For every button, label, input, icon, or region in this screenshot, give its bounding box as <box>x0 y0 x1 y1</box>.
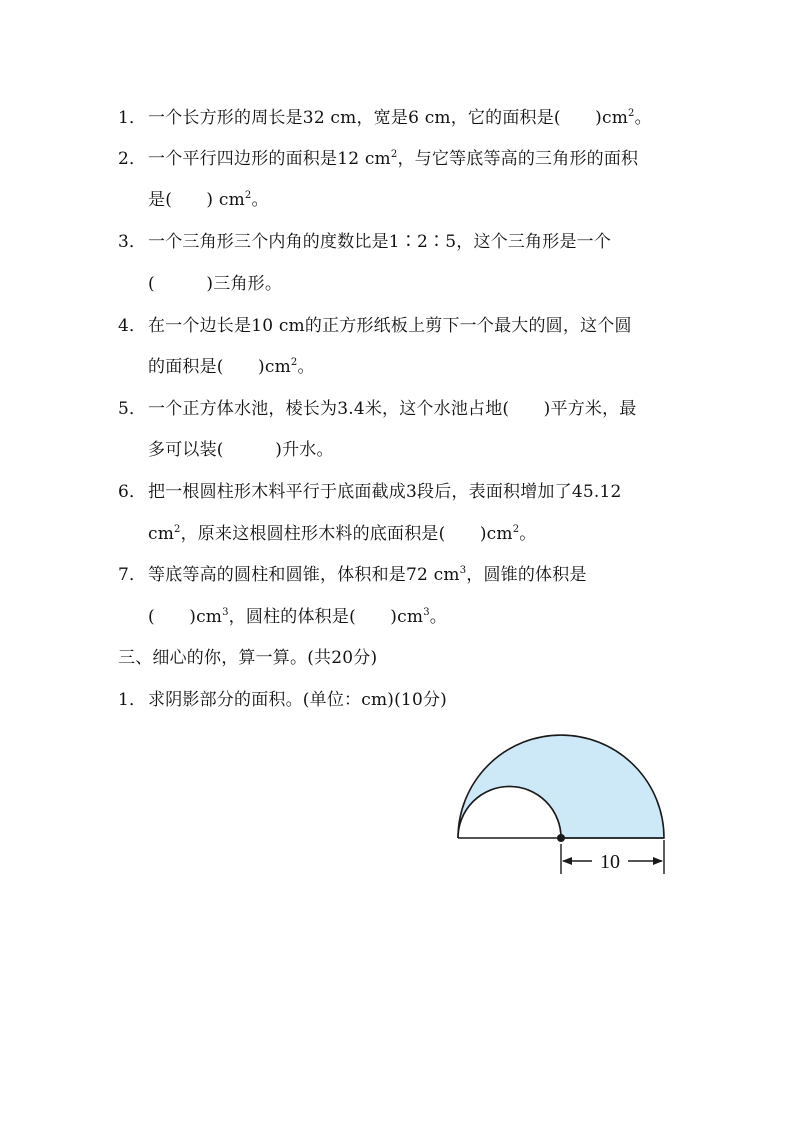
question-number: 7． <box>118 565 147 585</box>
question-number: 6． <box>118 482 147 502</box>
question-2-line-1 <box>118 149 638 169</box>
question-text: 一个正方体水池，棱长为3.4米，这个水池占地( )平方米，最 <box>148 399 637 419</box>
question-1 <box>118 108 652 128</box>
question-text: 。 <box>519 524 537 544</box>
question-text: 一个平行四边形的面积是12 cm <box>148 149 391 169</box>
dimension-label: 10 <box>600 851 620 873</box>
question-text: 是( ) cm <box>148 190 245 210</box>
question-5-line-1 <box>118 399 637 419</box>
superscript: 2 <box>290 357 298 368</box>
question-text: ，圆锥的体积是 <box>466 565 587 585</box>
question-text: 多可以装( )升水。 <box>148 440 334 460</box>
question-number: 5． <box>118 399 147 419</box>
question-number: 2． <box>118 149 147 169</box>
question-text: ，与它等底等高的三角形的面积 <box>397 149 639 169</box>
question-text: ，圆柱的体积是( )cm <box>228 607 424 627</box>
superscript: 2 <box>244 190 252 201</box>
question-4-line-1 <box>118 316 632 336</box>
question-text: 一个三角形三个内角的度数比是1∶2∶5，这个三角形是一个 <box>148 232 612 252</box>
superscript: 2 <box>390 149 398 160</box>
superscript: 3 <box>423 607 430 618</box>
superscript: 2 <box>628 108 635 119</box>
question-number: 3． <box>118 232 147 252</box>
question-text: ( )cm <box>148 607 223 627</box>
semicircle-figure <box>452 728 674 884</box>
question-text: cm <box>148 524 175 544</box>
superscript: 2 <box>174 524 181 535</box>
semicircle-diagram <box>452 728 674 880</box>
question-number: 1． <box>118 108 147 128</box>
question-2-line-2 <box>148 190 269 210</box>
question-text: ，原来这根圆柱形木料的底面积是( )cm <box>180 524 513 544</box>
question-text: 在一个边长是10 cm的正方形纸板上剪下一个最大的圆，这个圆 <box>148 316 632 336</box>
question-3-line-1 <box>118 232 611 252</box>
question-6-line-1 <box>118 482 621 502</box>
arrow-head-right <box>653 857 663 865</box>
question-text: 一个长方形的周长是32 cm，宽是6 cm，它的面积是( )cm <box>148 108 629 128</box>
question-7-line-2 <box>148 607 447 627</box>
question-text: 的面积是( )cm <box>148 357 291 377</box>
superscript: 2 <box>512 524 520 535</box>
question-6-line-2 <box>148 524 536 544</box>
question-text-tail: 。 <box>634 108 652 128</box>
center-point <box>557 834 565 842</box>
question-text: 等底等高的圆柱和圆锥，体积和是72 cm <box>148 565 460 585</box>
question-number: 1． <box>118 690 147 710</box>
question-text: ( )三角形。 <box>148 274 283 294</box>
question-number: 4． <box>118 316 147 336</box>
superscript: 3 <box>222 607 229 618</box>
question-text: 求阴影部分的面积。(单位：cm)(10分) <box>148 690 448 710</box>
arrow-head-left <box>562 857 572 865</box>
question-text: 。 <box>251 190 269 210</box>
question-text: 把一根圆柱形木料平行于底面截成3段后，表面积增加了45.12 <box>148 482 622 502</box>
question-3-line-2 <box>148 274 282 294</box>
superscript: 3 <box>459 565 467 576</box>
question-text: 。 <box>297 357 315 377</box>
question-7-line-1 <box>118 565 587 585</box>
section-heading: 三、细心的你，算一算。(共20分) <box>118 648 378 668</box>
section-3-question-1 <box>118 690 447 710</box>
question-4-line-2 <box>148 357 315 377</box>
question-text: 。 <box>429 607 447 627</box>
question-5-line-2 <box>148 440 334 460</box>
